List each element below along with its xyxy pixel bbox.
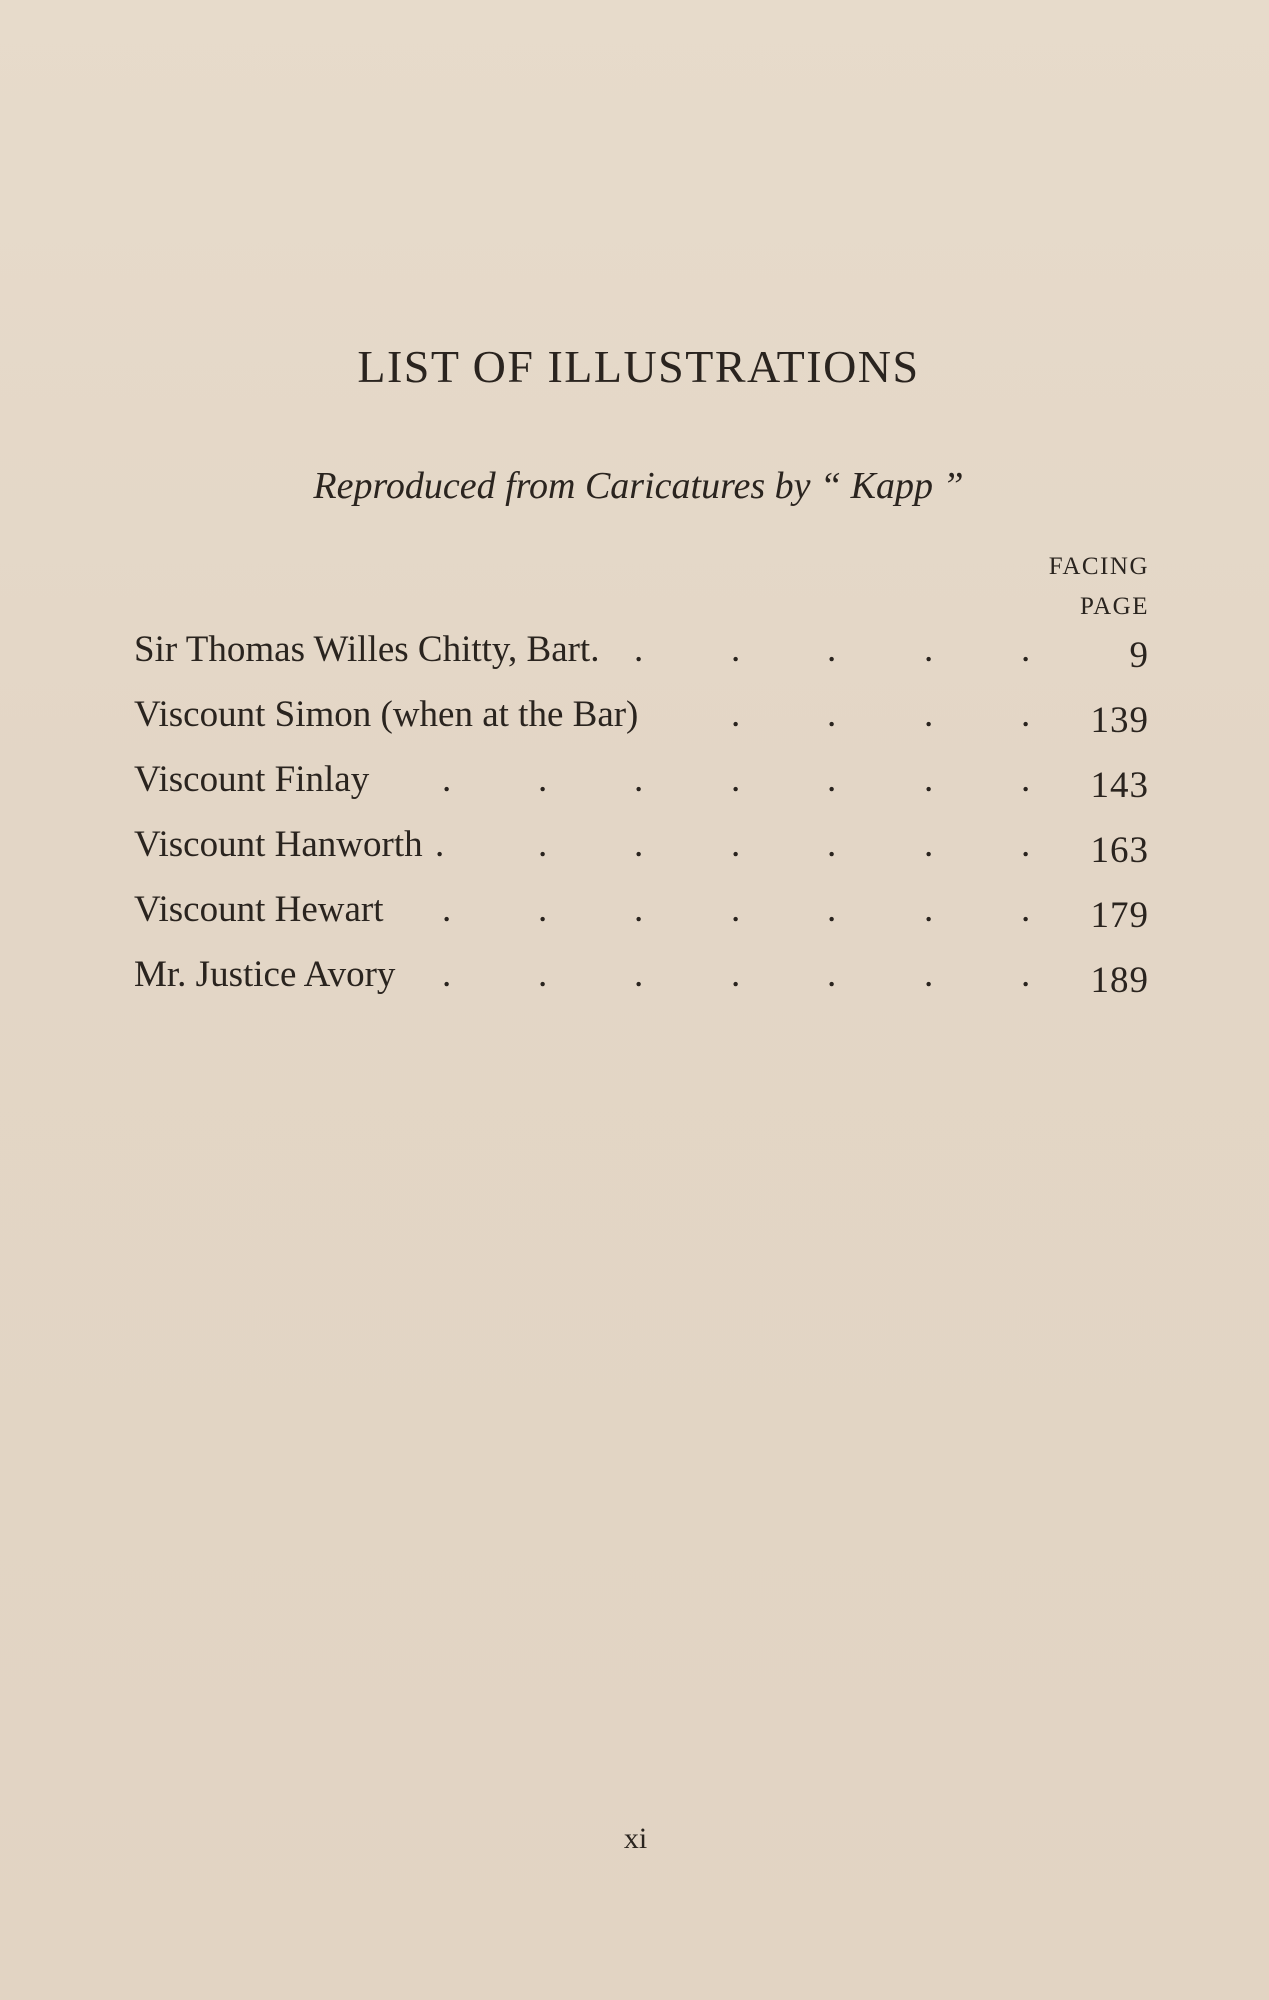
leader-dot: . (731, 824, 741, 865)
leader-dot: . (538, 759, 548, 800)
page-folio: xi (623, 1822, 648, 1855)
page-title: LIST OF ILLUSTRATIONS (357, 341, 920, 392)
facing-header-line1: FACING (1048, 553, 1149, 580)
facing-page-number: 9 (1129, 635, 1149, 676)
leader-dot: . (924, 759, 934, 800)
illustration-title: Viscount Simon (when at the Bar) (134, 694, 639, 735)
leader-dot: . (1021, 759, 1031, 800)
leader-dot: . (538, 824, 548, 865)
leader-dot: . (924, 694, 934, 735)
leader-dot: . (924, 889, 934, 930)
leader-dot: . (538, 954, 548, 995)
leader-dot: . (731, 759, 741, 800)
leader-dot: . (827, 824, 837, 865)
illustration-title: Viscount Hewart (134, 889, 384, 930)
leader-dot: . (924, 954, 934, 995)
illustration-title: Viscount Hanworth (134, 824, 423, 865)
facing-page-number: 143 (1090, 765, 1149, 806)
leader-dot: . (634, 954, 644, 995)
leader-dot: . (634, 824, 644, 865)
facing-page-number: 163 (1090, 830, 1149, 871)
leader-dot: . (1021, 824, 1031, 865)
facing-page-number: 189 (1090, 960, 1149, 1001)
leader-dot: . (731, 889, 741, 930)
facing-header-line2: PAGE (1080, 593, 1149, 620)
leader-dot: . (634, 889, 644, 930)
list-item (134, 622, 1149, 687)
leader-dot: . (634, 629, 644, 670)
leader-dot: . (1021, 954, 1031, 995)
leader-dot: . (924, 824, 934, 865)
leader-dot: . (442, 759, 452, 800)
list-item (134, 752, 1149, 817)
leader-dot: . (442, 889, 452, 930)
list-item (134, 687, 1149, 752)
illustration-title: Mr. Justice Avory (134, 954, 396, 995)
facing-page-number: 139 (1090, 700, 1149, 741)
page-subtitle: Reproduced from Caricatures by “ Kapp ” (313, 465, 964, 507)
illustration-title: Sir Thomas Willes Chitty, Bart. (134, 629, 600, 670)
leader-dot: . (731, 694, 741, 735)
leader-dot: . (827, 954, 837, 995)
leader-dot: . (924, 629, 934, 670)
leader-dot: . (827, 889, 837, 930)
illustrations-list (134, 622, 1149, 1012)
leader-dot: . (731, 954, 741, 995)
list-item (134, 947, 1149, 1012)
leader-dot: . (1021, 889, 1031, 930)
illustration-title: Viscount Finlay (134, 759, 370, 800)
leader-dot: . (731, 629, 741, 670)
list-item (134, 817, 1149, 882)
facing-page-number: 179 (1090, 895, 1149, 936)
leader-dot: . (827, 759, 837, 800)
leader-dot: . (538, 889, 548, 930)
leader-dot: . (634, 759, 644, 800)
leader-dot: . (435, 824, 445, 865)
leader-dot: . (1021, 629, 1031, 670)
facing-page-column-header (1049, 547, 1149, 627)
list-item (134, 882, 1149, 947)
leader-dot: . (1021, 694, 1031, 735)
leader-dot: . (827, 629, 837, 670)
leader-dot: . (827, 694, 837, 735)
leader-dot: . (442, 954, 452, 995)
